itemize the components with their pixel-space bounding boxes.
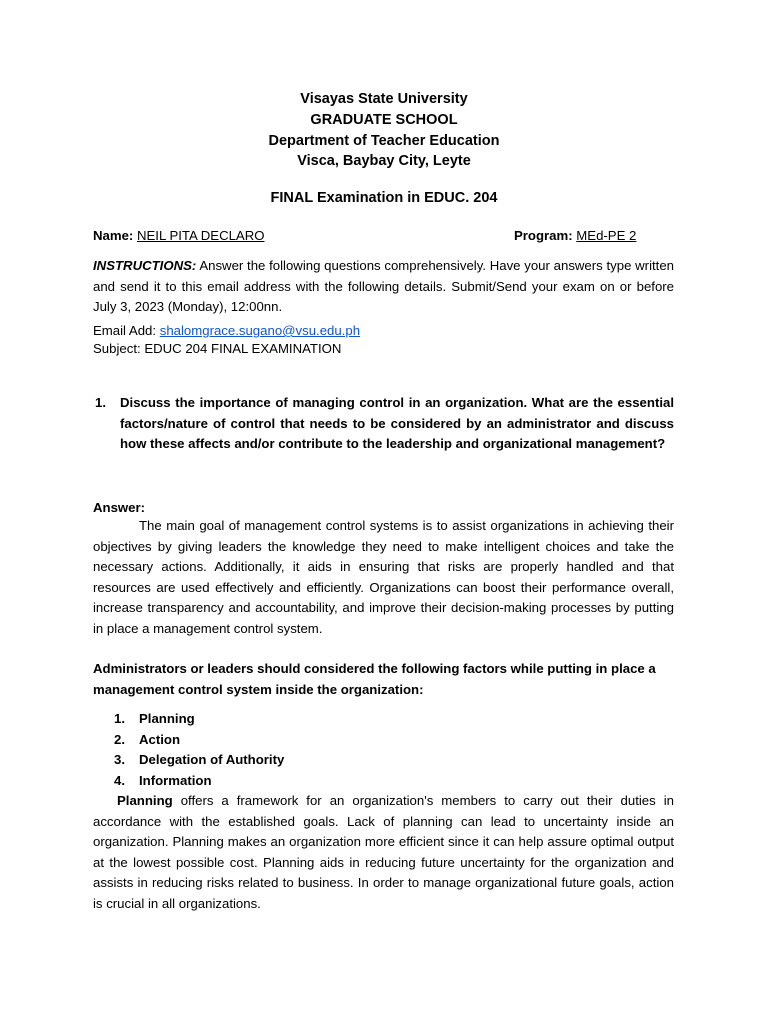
program-label: Program: <box>514 228 573 243</box>
subject-line: Subject: EDUC 204 FINAL EXAMINATION <box>93 341 342 356</box>
factors-intro: Administrators or leaders should considered the following factors while putting in place a management control system inside the organization: <box>93 661 656 697</box>
planning-term: Planning <box>117 793 173 808</box>
question-number: 1. <box>95 395 106 410</box>
factor-list <box>114 709 284 791</box>
planning-paragraph <box>93 791 674 914</box>
list-item-number: 3. <box>114 752 125 767</box>
document-header <box>0 89 768 172</box>
student-info <box>93 228 674 243</box>
instructions <box>93 256 674 318</box>
instructions-text: Answer the following questions comprehensively. Have your answers type written and send it to this email address with the following details. Submit/Send your exam on or before July 3, 2023 (Monday), 12:00nn. <box>93 258 674 314</box>
email-label: Email Add: <box>93 323 157 338</box>
list-item-number: 4. <box>114 772 125 788</box>
exam-title: FINAL Examination in EDUC. 204 <box>270 190 498 206</box>
list-item <box>114 730 284 751</box>
program-value: MEd-PE 2 <box>576 228 637 243</box>
answer-paragraph <box>93 516 674 639</box>
instructions-label: INSTRUCTIONS: <box>93 258 197 273</box>
planning-text: offers a framework for an organization's members to carry out their duties in accordance with the established goals. Lack of planning can lead to uncertainty inside an organization. Planning makes an organization more efficient since it can help assure optimal output at the lowest possible cost. Planning aids in reducing future uncertainty for the organization and assists in reducing risks related to business. In order to manage organizational future goals, action is crucial in all organizations. <box>93 793 674 911</box>
list-item <box>114 771 284 792</box>
name-label: Name: <box>93 228 134 243</box>
school-name: GRADUATE SCHOOL <box>310 111 458 128</box>
question-1 <box>93 393 674 455</box>
list-item <box>114 750 284 771</box>
answer-paragraph-text: The main goal of management control systems is to assist organizations in achieving their objectives by giving leaders the knowledge they need to make intelligent choices and take the necessary actions. Additionally, it aids in ensuring that risks are properly handled and that resources are used effectively and efficiently. Organizations can boost their performance overall, increase transparency and accountability, and improve their decision-making processes by putting in place a management control system. <box>93 518 674 636</box>
list-item-number: 2. <box>114 731 125 747</box>
list-item <box>114 709 284 730</box>
program-field <box>514 228 636 243</box>
location: Visca, Baybay City, Leyte <box>297 153 471 170</box>
answer-label: Answer: <box>93 500 146 515</box>
list-item-label: Planning <box>139 711 195 726</box>
name-value: NEIL PITA DECLARO <box>136 228 265 243</box>
list-item-number: 1. <box>114 711 125 726</box>
email-line <box>93 322 674 340</box>
email-link[interactable]: shalomgrace.sugano@vsu.edu.ph <box>159 323 361 338</box>
university-name: Visayas State University <box>300 91 468 107</box>
list-item-label: Action <box>139 731 181 747</box>
question-text: Discuss the importance of managing control in an organization. What are the essential factors/nature of control that needs to be considered by an administrator and discuss how these affects and/or contribute to the leadership and organizational management? <box>120 395 674 452</box>
list-item-label: Information <box>139 772 212 788</box>
department-name: Department of Teacher Education <box>268 132 500 149</box>
list-item-label: Delegation of Authority <box>139 752 285 767</box>
contact-details <box>93 322 674 358</box>
